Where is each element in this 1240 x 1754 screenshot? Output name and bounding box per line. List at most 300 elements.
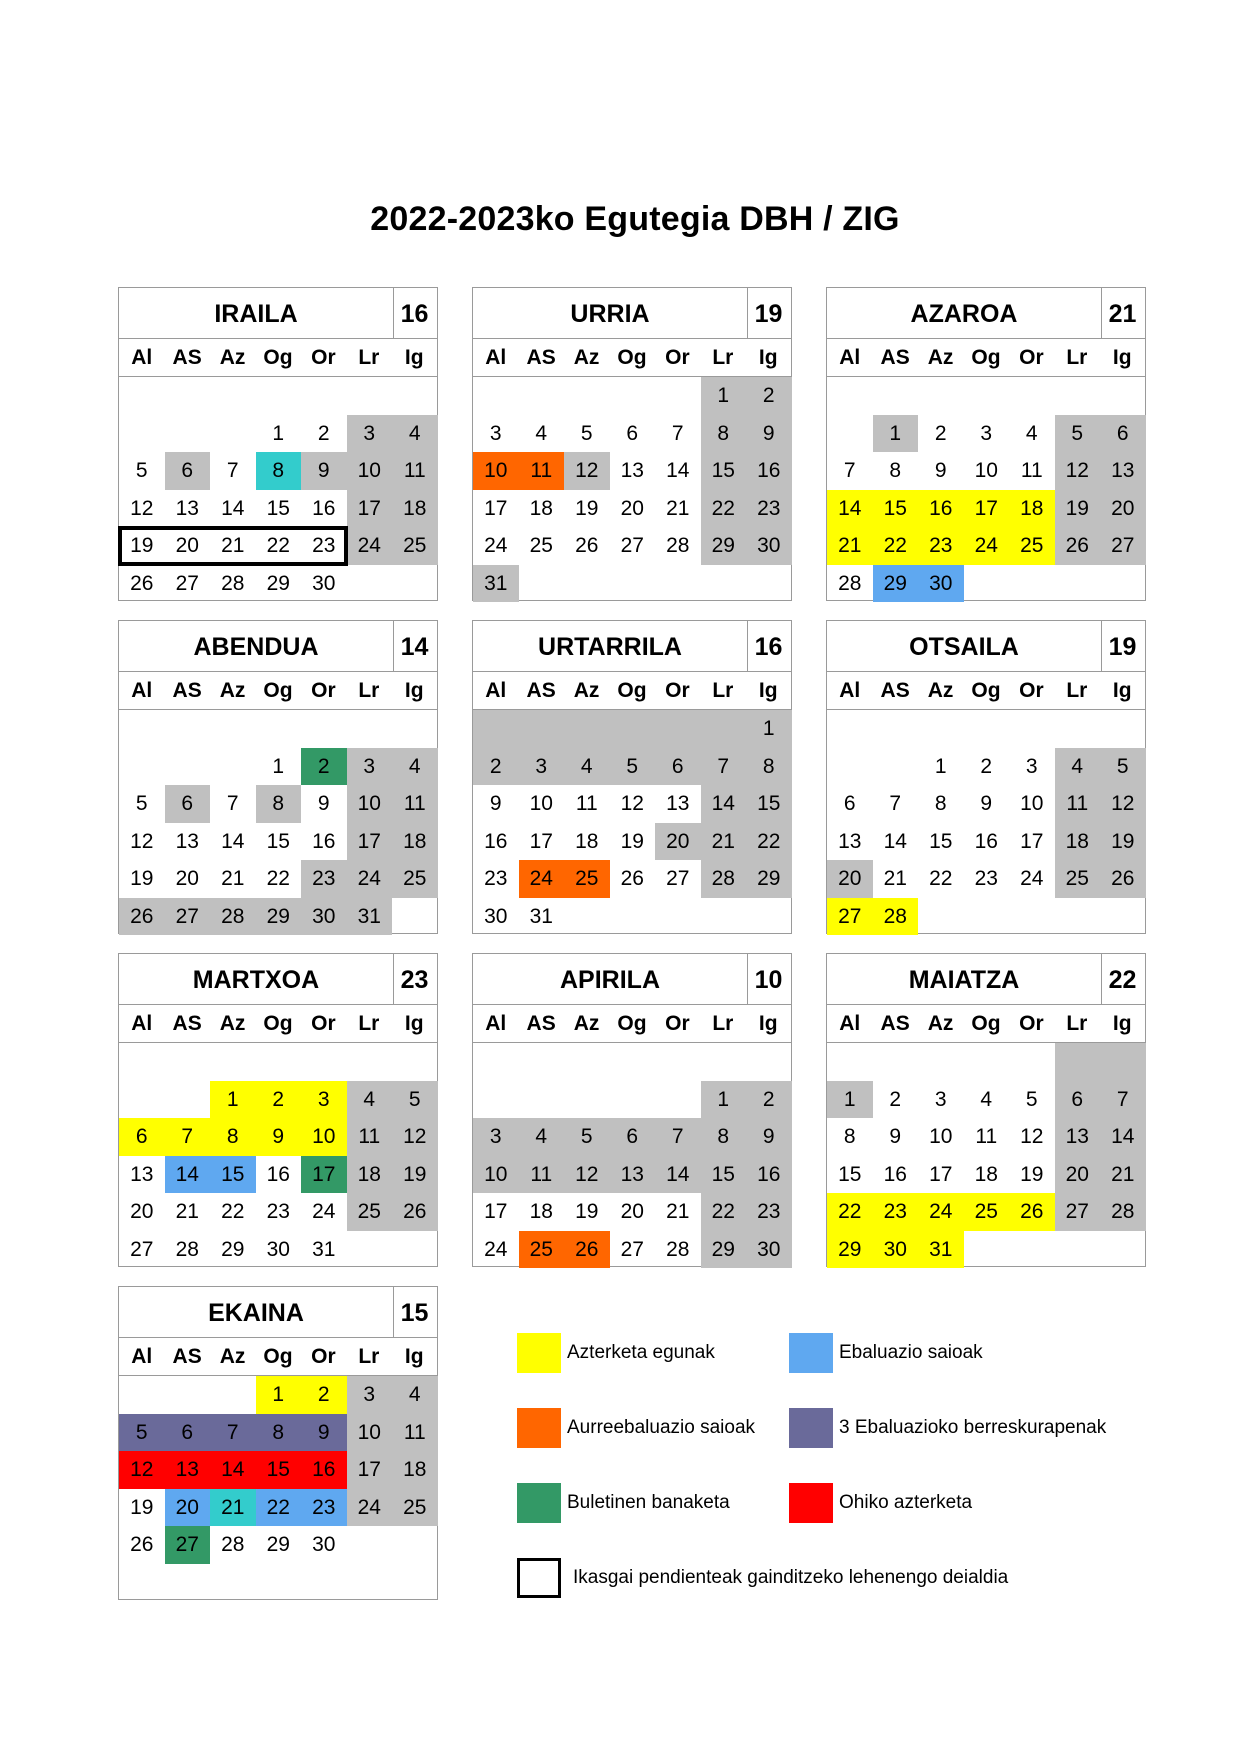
day-cell: 29 — [873, 565, 919, 603]
day-cell: 22 — [266, 867, 290, 890]
day-cell: 24 — [918, 1193, 964, 1231]
day-cell: 20 — [655, 823, 701, 861]
day-cell: 5 — [392, 1081, 438, 1119]
month-name: MARTXOA — [119, 954, 394, 1004]
school-day-count: 14 — [400, 633, 429, 661]
month-abendua — [118, 620, 438, 934]
day-cell: 31 — [347, 898, 393, 936]
day-cell: 12 — [564, 1156, 610, 1194]
day-cell: 15 — [256, 1451, 302, 1489]
day-cell: 7 — [843, 459, 856, 482]
day-cell: 11 — [575, 792, 598, 815]
day-cell: 8 — [843, 1125, 856, 1148]
day-cell: 6 — [165, 785, 211, 823]
day-cell: 20 — [175, 534, 199, 557]
day-cell: 6 — [843, 792, 856, 815]
weekday-label: Al — [485, 1012, 507, 1035]
month-name: MAIATZA — [827, 954, 1102, 1004]
weekday-label: Or — [311, 679, 336, 702]
day-cell: 10 — [473, 452, 519, 490]
school-day-count: 15 — [400, 1299, 429, 1327]
day-cell: 26 — [130, 1533, 154, 1556]
weekday-label: Az — [927, 346, 954, 369]
day-cell: 30 — [746, 527, 792, 565]
day-cell: 28 — [701, 860, 747, 898]
day-cell: 31 — [529, 904, 553, 928]
day-cell: 2 — [746, 1081, 792, 1119]
day-cell: 27 — [827, 898, 873, 936]
day-cell: 5 — [135, 459, 148, 482]
day-cell — [1100, 1043, 1146, 1081]
day-cell: 25 — [1009, 527, 1055, 565]
day-cell: 20 — [1055, 1156, 1101, 1194]
day-grid — [827, 377, 1145, 602]
month-name: APIRILA — [473, 954, 748, 1004]
day-cell: 23 — [312, 534, 336, 557]
weekday-label: Lr — [712, 679, 734, 702]
day-cell: 4 — [347, 1081, 393, 1119]
day-cell: 2 — [256, 1081, 302, 1119]
month-header — [119, 1287, 437, 1338]
school-day-count: 16 — [400, 300, 429, 328]
weekday-label: Og — [263, 1345, 293, 1368]
day-cell: 17 — [347, 823, 393, 861]
day-cell: 7 — [671, 421, 684, 445]
day-cell: 10 — [929, 1125, 953, 1148]
day-cell: 16 — [484, 829, 508, 853]
day-cell: 2 — [934, 421, 947, 445]
weekday-label: Az — [219, 679, 246, 702]
weekday-header — [473, 1005, 791, 1043]
weekday-label: Or — [311, 1012, 336, 1035]
legend-swatch — [789, 1333, 833, 1373]
legend-swatch — [517, 1333, 561, 1373]
day-cell: 4 — [392, 748, 438, 786]
day-cell: 9 — [746, 1118, 792, 1156]
day-cell: 11 — [392, 452, 438, 490]
day-cell: 24 — [1020, 867, 1044, 890]
day-cell: 21 — [883, 867, 907, 890]
day-cell: 6 — [119, 1118, 165, 1156]
day-cell: 16 — [746, 1156, 792, 1194]
day-cell: 10 — [473, 1156, 519, 1194]
day-cell: 13 — [838, 829, 862, 853]
weekday-label: Or — [665, 1012, 690, 1035]
day-cell: 29 — [701, 527, 747, 565]
day-cell: 22 — [873, 527, 919, 565]
day-cell: 19 — [575, 1200, 599, 1223]
day-cell: 19 — [1020, 1162, 1044, 1186]
day-cell: 10 — [347, 452, 393, 490]
day-cell: 10 — [529, 792, 553, 815]
day-cell: 8 — [746, 748, 792, 786]
day-cell: 19 — [392, 1156, 438, 1194]
day-cell: 9 — [301, 1414, 347, 1452]
day-cell: 28 — [666, 1237, 690, 1261]
day-cell: 9 — [889, 1125, 902, 1148]
day-grid — [827, 1043, 1145, 1268]
weekday-label: Or — [665, 346, 690, 369]
day-cell: 14 — [1100, 1118, 1146, 1156]
day-cell: 8 — [256, 785, 302, 823]
day-cell: 28 — [175, 1237, 199, 1261]
day-cell: 28 — [221, 571, 245, 595]
day-cell: 16 — [266, 1162, 290, 1186]
day-cell: 15 — [266, 496, 290, 520]
day-cell: 23 — [873, 1193, 919, 1231]
day-cell: 25 — [529, 534, 553, 557]
month-name: URTARRILA — [473, 621, 748, 671]
day-cell: 3 — [473, 1118, 519, 1156]
day-cell: 12 — [1100, 785, 1146, 823]
day-cell: 6 — [1100, 415, 1146, 453]
day-cell: 18 — [1055, 823, 1101, 861]
weekday-label: AS — [172, 1012, 202, 1035]
weekday-label: Lr — [1066, 679, 1088, 702]
day-cell: 8 — [210, 1118, 256, 1156]
day-cell: 2 — [889, 1087, 902, 1111]
day-cell: 1 — [746, 710, 792, 748]
day-cell: 12 — [130, 829, 154, 853]
school-day-count: 10 — [754, 966, 783, 994]
legend-label: Aurreebaluazio saioak — [567, 1417, 756, 1438]
weekday-label: Lr — [358, 346, 380, 369]
day-cell: 19 — [620, 829, 644, 853]
day-cell: 27 — [1100, 527, 1146, 565]
day-cell: 28 — [838, 571, 862, 595]
day-cell: 3 — [519, 748, 565, 786]
day-cell: 29 — [256, 898, 302, 936]
day-cell: 11 — [1055, 785, 1101, 823]
day-cell: 15 — [873, 490, 919, 528]
day-cell: 7 — [226, 459, 239, 482]
day-grid — [119, 710, 437, 935]
day-cell: 20 — [165, 1489, 211, 1527]
month-header — [119, 954, 437, 1005]
weekday-label: Lr — [1066, 1012, 1088, 1035]
day-cell: 10 — [301, 1118, 347, 1156]
day-cell: 17 — [301, 1156, 347, 1194]
day-cell: 27 — [1055, 1193, 1101, 1231]
day-cell: 27 — [175, 571, 199, 595]
day-cell: 22 — [221, 1200, 245, 1223]
pending-exam-week-outline — [118, 526, 348, 566]
weekday-label: Lr — [358, 1012, 380, 1035]
weekday-label: Az — [927, 679, 954, 702]
day-cell: 21 — [827, 527, 873, 565]
day-cell: 18 — [392, 1451, 438, 1489]
day-cell: 6 — [1055, 1081, 1101, 1119]
month-name: AZAROA — [827, 288, 1102, 338]
day-cell: 16 — [312, 496, 336, 520]
day-cell: 19 — [575, 496, 599, 520]
day-cell: 26 — [392, 1193, 438, 1231]
school-day-count: 16 — [754, 633, 783, 661]
day-cell: 4 — [535, 421, 548, 445]
legend-label: Ohiko azterketa — [839, 1492, 973, 1513]
month-header — [119, 621, 437, 672]
day-cell: 25 — [519, 1231, 565, 1269]
day-cell: 12 — [1020, 1125, 1044, 1148]
month-name: OTSAILA — [827, 621, 1102, 671]
day-cell: 16 — [974, 829, 998, 853]
day-cell: 7 — [701, 748, 747, 786]
day-cell: 22 — [827, 1193, 873, 1231]
day-cell: 24 — [964, 527, 1010, 565]
day-cell: 30 — [873, 1231, 919, 1269]
weekday-label: AS — [526, 346, 556, 369]
day-cell: 21 — [1100, 1156, 1146, 1194]
day-cell: 25 — [1055, 860, 1101, 898]
day-cell: 12 — [392, 1118, 438, 1156]
weekday-label: Og — [617, 1012, 647, 1035]
day-cell: 1 — [934, 754, 947, 778]
day-cell: 1 — [256, 1376, 302, 1414]
day-cell: 27 — [620, 534, 644, 557]
day-cell: 26 — [119, 898, 165, 936]
day-cell: 17 — [529, 829, 553, 853]
day-cell: 2 — [980, 754, 993, 778]
day-cell — [655, 710, 701, 748]
weekday-label: Lr — [1066, 346, 1088, 369]
weekday-label: Og — [971, 679, 1001, 702]
weekday-label: Og — [263, 346, 293, 369]
weekday-label: Lr — [712, 1012, 734, 1035]
day-cell: 30 — [301, 898, 347, 936]
month-name: URRIA — [473, 288, 748, 338]
day-cell: 31 — [312, 1237, 336, 1261]
day-cell: 28 — [666, 534, 690, 557]
day-cell: 13 — [620, 459, 644, 482]
day-cell: 17 — [964, 490, 1010, 528]
weekday-label: Al — [131, 679, 153, 702]
day-cell: 19 — [1055, 490, 1101, 528]
legend-swatch — [789, 1483, 833, 1523]
day-cell: 30 — [918, 565, 964, 603]
day-cell: 2 — [746, 377, 792, 415]
day-cell: 7 — [889, 792, 902, 815]
weekday-label: AS — [526, 679, 556, 702]
month-apirila — [472, 953, 792, 1267]
day-cell: 1 — [873, 415, 919, 453]
weekday-label: AS — [880, 679, 910, 702]
day-grid — [119, 377, 437, 602]
day-cell: 25 — [392, 1489, 438, 1527]
day-cell: 19 — [130, 1495, 154, 1519]
day-cell: 9 — [980, 792, 993, 815]
month-header — [119, 288, 437, 339]
day-cell: 17 — [1020, 829, 1044, 853]
day-cell: 18 — [347, 1156, 393, 1194]
day-cell: 3 — [347, 1376, 393, 1414]
month-otsaila — [826, 620, 1146, 934]
day-cell: 11 — [975, 1125, 998, 1148]
day-cell: 22 — [266, 534, 290, 557]
month-header — [827, 288, 1145, 339]
weekday-label: Ig — [758, 1012, 778, 1035]
day-cell: 8 — [934, 792, 947, 815]
day-cell: 31 — [918, 1231, 964, 1269]
weekday-label: Al — [485, 679, 507, 702]
day-cell: 22 — [929, 867, 953, 890]
legend-swatch — [517, 1558, 561, 1598]
page-title: 2022-2023ko Egutegia DBH / ZIG — [370, 200, 900, 238]
day-cell: 10 — [347, 785, 393, 823]
day-cell: 21 — [221, 534, 245, 557]
day-cell: 4 — [1055, 748, 1101, 786]
day-cell: 20 — [620, 496, 644, 520]
day-cell: 7 — [165, 1118, 211, 1156]
day-cell: 14 — [655, 1156, 701, 1194]
month-urria — [472, 287, 792, 601]
day-cell: 30 — [266, 1237, 290, 1261]
weekday-label: Or — [311, 346, 336, 369]
day-cell: 29 — [266, 1533, 290, 1556]
day-cell: 18 — [974, 1162, 998, 1186]
day-cell: 24 — [347, 527, 393, 565]
weekday-label: Ig — [758, 346, 778, 369]
day-cell: 11 — [1020, 459, 1043, 482]
day-cell: 23 — [484, 867, 508, 890]
month-ekaina — [118, 1286, 438, 1600]
day-cell: 14 — [666, 459, 690, 482]
weekday-label: Or — [665, 679, 690, 702]
legend-label: 3 Ebaluazioko berreskurapenak — [839, 1417, 1107, 1438]
day-cell: 20 — [1100, 490, 1146, 528]
day-cell: 13 — [175, 496, 199, 520]
day-cell: 30 — [312, 571, 336, 595]
day-cell: 8 — [256, 452, 302, 490]
day-cell: 25 — [392, 527, 438, 565]
day-cell: 13 — [666, 792, 690, 815]
legend-label: Buletinen banaketa — [567, 1492, 730, 1513]
day-cell: 6 — [165, 1414, 211, 1452]
day-cell — [473, 710, 519, 748]
day-cell: 18 — [529, 1200, 553, 1223]
day-cell: 5 — [580, 421, 593, 445]
day-cell — [610, 710, 656, 748]
month-azaroa — [826, 287, 1146, 601]
weekday-label: AS — [880, 1012, 910, 1035]
day-cell: 7 — [226, 792, 239, 815]
day-cell: 26 — [620, 867, 644, 890]
month-maiatza — [826, 953, 1146, 1267]
day-cell: 25 — [392, 860, 438, 898]
weekday-label: Lr — [712, 346, 734, 369]
day-cell: 2 — [317, 421, 330, 445]
day-cell: 14 — [221, 496, 245, 520]
day-cell: 9 — [934, 459, 947, 482]
day-cell: 21 — [666, 1200, 690, 1223]
weekday-label: Az — [573, 346, 600, 369]
day-cell: 14 — [883, 829, 907, 853]
day-cell: 27 — [666, 867, 690, 890]
day-cell: 1 — [272, 421, 285, 445]
weekday-label: Ig — [404, 1012, 424, 1035]
day-cell — [564, 710, 610, 748]
day-cell: 1 — [701, 377, 747, 415]
weekday-label: Ig — [1112, 679, 1132, 702]
day-cell: 3 — [347, 415, 393, 453]
day-cell: 16 — [918, 490, 964, 528]
day-cell: 25 — [564, 860, 610, 898]
weekday-label: Or — [311, 1345, 336, 1368]
day-cell: 13 — [165, 1451, 211, 1489]
day-cell: 6 — [610, 1118, 656, 1156]
weekday-label: Og — [263, 1012, 293, 1035]
day-cell: 16 — [312, 829, 336, 853]
weekday-label: Al — [131, 1012, 153, 1035]
day-cell: 15 — [210, 1156, 256, 1194]
weekday-label: Al — [485, 346, 507, 369]
day-cell: 22 — [746, 823, 792, 861]
day-cell: 17 — [484, 496, 508, 520]
day-cell: 4 — [519, 1118, 565, 1156]
weekday-label: Ig — [1112, 1012, 1132, 1035]
month-martxoa — [118, 953, 438, 1267]
weekday-label: AS — [172, 679, 202, 702]
day-cell: 24 — [519, 860, 565, 898]
legend-swatch — [517, 1483, 561, 1523]
weekday-label: Ig — [404, 679, 424, 702]
day-cell: 5 — [564, 1118, 610, 1156]
day-cell: 15 — [838, 1162, 862, 1186]
day-cell: 8 — [256, 1414, 302, 1452]
weekday-label: Al — [131, 1345, 153, 1368]
weekday-header — [827, 339, 1145, 377]
day-cell: 25 — [347, 1193, 393, 1231]
day-cell: 5 — [119, 1414, 165, 1452]
day-cell: 9 — [301, 452, 347, 490]
day-cell: 24 — [347, 1489, 393, 1527]
day-cell: 3 — [934, 1087, 947, 1111]
weekday-header — [827, 1005, 1145, 1043]
day-cell: 21 — [701, 823, 747, 861]
weekday-label: AS — [880, 346, 910, 369]
day-cell: 14 — [827, 490, 873, 528]
day-cell: 21 — [175, 1200, 199, 1223]
day-cell: 28 — [873, 898, 919, 936]
day-cell: 22 — [701, 490, 747, 528]
day-cell: 2 — [301, 748, 347, 786]
day-cell: 14 — [701, 785, 747, 823]
legend-label: Ikasgai pendienteak gainditzeko lehenengo deialdia — [573, 1567, 1009, 1588]
weekday-label: AS — [172, 346, 202, 369]
day-cell: 22 — [256, 1489, 302, 1527]
weekday-label: Ig — [758, 679, 778, 702]
day-grid — [473, 377, 791, 602]
day-cell: 24 — [347, 860, 393, 898]
day-cell: 6 — [655, 748, 701, 786]
day-cell: 31 — [473, 565, 519, 603]
weekday-label: Al — [839, 679, 861, 702]
day-cell: 17 — [347, 1451, 393, 1489]
day-cell: 11 — [519, 1156, 565, 1194]
day-cell: 4 — [980, 1087, 993, 1111]
day-cell: 18 — [392, 490, 438, 528]
weekday-header — [119, 1005, 437, 1043]
weekday-label: Lr — [358, 1345, 380, 1368]
day-cell: 13 — [610, 1156, 656, 1194]
weekday-label: Or — [1019, 346, 1044, 369]
day-cell: 8 — [889, 459, 902, 482]
day-cell: 23 — [301, 1489, 347, 1527]
weekday-label: AS — [526, 1012, 556, 1035]
day-cell: 11 — [392, 785, 438, 823]
day-cell: 12 — [620, 792, 644, 815]
day-cell: 15 — [701, 1156, 747, 1194]
day-cell: 29 — [701, 1231, 747, 1269]
